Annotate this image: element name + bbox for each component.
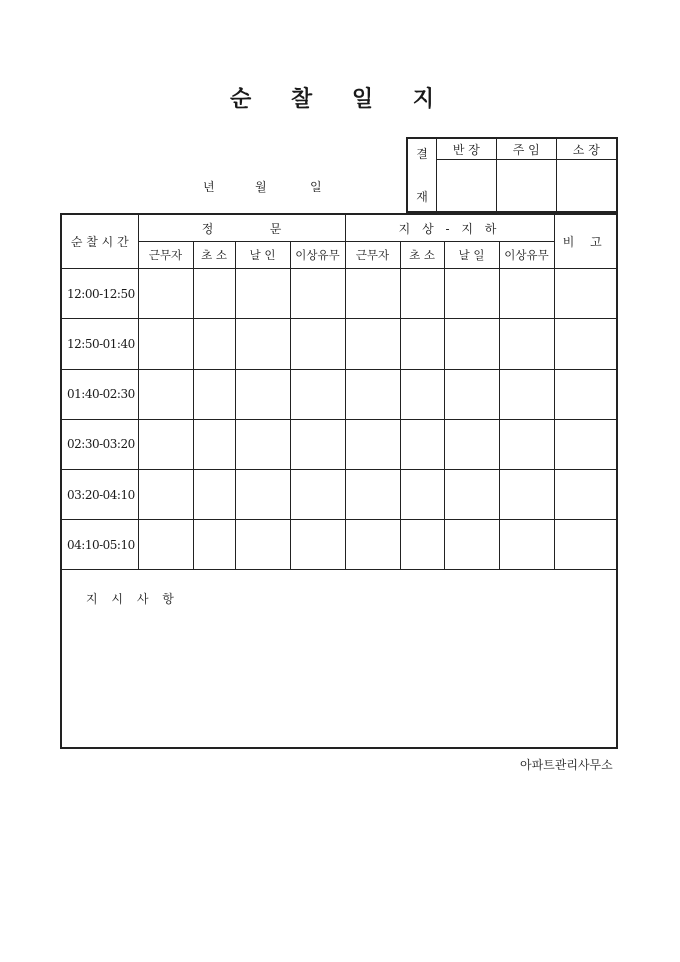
time-slot: 12:00-12:50 — [61, 269, 138, 319]
entry-cell[interactable] — [444, 520, 499, 570]
entry-cell[interactable] — [193, 469, 235, 519]
entry-cell[interactable] — [235, 469, 290, 519]
entry-cell[interactable] — [290, 469, 345, 519]
approval-side-label — [407, 138, 437, 212]
entry-cell[interactable] — [444, 269, 499, 319]
underground-header: 지 상 - 지 하 — [345, 214, 554, 242]
entry-cell[interactable] — [400, 269, 444, 319]
approval-sign-team-leader[interactable] — [437, 160, 497, 213]
entry-cell[interactable] — [444, 419, 499, 469]
entry-cell[interactable] — [444, 369, 499, 419]
entry-cell[interactable] — [138, 419, 193, 469]
patrol-log-table — [60, 213, 618, 749]
entry-cell[interactable] — [193, 319, 235, 369]
entry-cell[interactable] — [345, 269, 400, 319]
remarks-cell[interactable] — [554, 419, 617, 469]
time-header: 순 찰 시 간 — [61, 214, 138, 269]
entry-cell[interactable] — [499, 419, 554, 469]
entry-cell[interactable] — [138, 369, 193, 419]
table-row — [61, 319, 617, 369]
subheader-worker-1: 근무자 — [138, 242, 193, 269]
table-row — [61, 469, 617, 519]
entry-cell[interactable] — [345, 520, 400, 570]
entry-cell[interactable] — [400, 369, 444, 419]
entry-cell[interactable] — [499, 369, 554, 419]
remarks-header: 비 고 — [554, 214, 617, 269]
approval-col-supervisor: 주 임 — [496, 138, 556, 160]
entry-cell[interactable] — [499, 469, 554, 519]
entry-cell[interactable] — [345, 319, 400, 369]
table-row — [61, 269, 617, 319]
main-gate-header — [138, 214, 345, 242]
entry-cell[interactable] — [400, 319, 444, 369]
entry-cell[interactable] — [400, 419, 444, 469]
remarks-cell[interactable] — [554, 319, 617, 369]
time-slot: 03:20-04:10 — [61, 469, 138, 519]
remarks-cell[interactable] — [554, 469, 617, 519]
date-year-label: 년 — [203, 180, 215, 194]
entry-cell[interactable] — [235, 319, 290, 369]
entry-cell[interactable] — [290, 520, 345, 570]
entry-cell[interactable] — [345, 369, 400, 419]
entry-cell[interactable] — [235, 269, 290, 319]
approval-sign-director[interactable] — [556, 160, 617, 213]
approval-col-team-leader: 반 장 — [437, 138, 497, 160]
entry-cell[interactable] — [193, 369, 235, 419]
entry-cell[interactable] — [290, 369, 345, 419]
time-slot: 02:30-03:20 — [61, 419, 138, 469]
document-title: 순 찰 일 지 — [230, 86, 450, 112]
entry-cell[interactable] — [444, 319, 499, 369]
subheader-seal-2: 날 일 — [444, 242, 499, 269]
subheader-status-2: 이상유무 — [499, 242, 554, 269]
approval-box — [406, 137, 618, 213]
table-row — [61, 520, 617, 570]
instructions-area[interactable] — [61, 570, 617, 748]
entry-cell[interactable] — [444, 469, 499, 519]
entry-cell[interactable] — [138, 469, 193, 519]
entry-cell[interactable] — [235, 520, 290, 570]
entry-cell[interactable] — [499, 319, 554, 369]
approval-sign-supervisor[interactable] — [496, 160, 556, 213]
entry-cell[interactable] — [290, 269, 345, 319]
main-gate-header-right: 문 — [269, 221, 282, 236]
entry-cell[interactable] — [499, 269, 554, 319]
entry-cell[interactable] — [499, 520, 554, 570]
subheader-status-1: 이상유무 — [290, 242, 345, 269]
entry-cell[interactable] — [193, 419, 235, 469]
entry-cell[interactable] — [345, 469, 400, 519]
entry-cell[interactable] — [138, 520, 193, 570]
time-slot: 12:50-01:40 — [61, 319, 138, 369]
instructions-label: 지 시 사 항 — [86, 592, 179, 607]
entry-cell[interactable] — [193, 269, 235, 319]
remarks-cell[interactable] — [554, 269, 617, 319]
entry-cell[interactable] — [290, 319, 345, 369]
entry-cell[interactable] — [235, 419, 290, 469]
table-row — [61, 369, 617, 419]
entry-cell[interactable] — [345, 419, 400, 469]
entry-cell[interactable] — [290, 419, 345, 469]
time-slot: 01:40-02:30 — [61, 369, 138, 419]
remarks-cell[interactable] — [554, 369, 617, 419]
subheader-post-1: 초 소 — [193, 242, 235, 269]
remarks-cell[interactable] — [554, 520, 617, 570]
subheader-worker-2: 근무자 — [345, 242, 400, 269]
approval-side-bottom: 재 — [416, 190, 428, 204]
date-month-label: 월 — [255, 180, 267, 194]
table-row — [61, 419, 617, 469]
subheader-seal-1: 날 인 — [235, 242, 290, 269]
entry-cell[interactable] — [400, 469, 444, 519]
approval-col-director: 소 장 — [556, 138, 617, 160]
entry-cell[interactable] — [193, 520, 235, 570]
entry-cell[interactable] — [138, 269, 193, 319]
subheader-post-2: 초 소 — [400, 242, 444, 269]
main-gate-header-left: 정 — [201, 221, 214, 236]
date-day-label: 일 — [310, 180, 322, 194]
office-name: 아파트관리사무소 — [520, 758, 613, 772]
entry-cell[interactable] — [235, 369, 290, 419]
entry-cell[interactable] — [400, 520, 444, 570]
time-slot: 04:10-05:10 — [61, 520, 138, 570]
entry-cell[interactable] — [138, 319, 193, 369]
approval-side-top: 결 — [416, 147, 428, 161]
